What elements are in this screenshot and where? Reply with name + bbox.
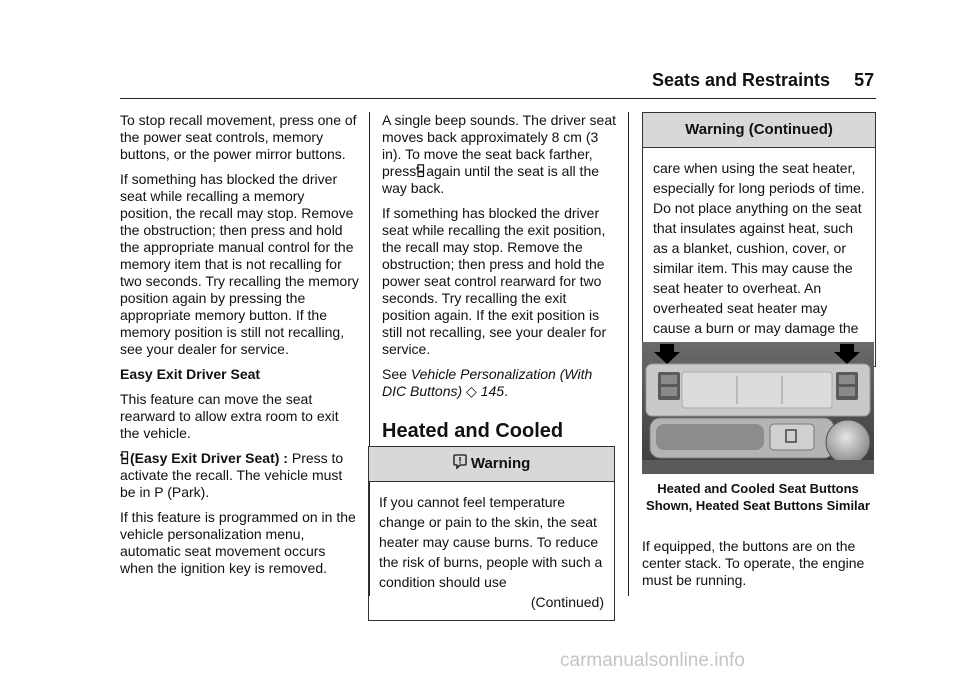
page-ref-number[interactable]: 145: [480, 383, 505, 399]
blocked-seat-paragraph: If something has blocked the driver seat while recalling a memory position, the recall may stop. Remove the obstruction; then press and hold the appropriate manual control for the memory item that is not recalling for two seconds. Try recalling the memory position again by pressing the appropriate memory button. If the memory position is still not recalling, see your dealer for service.: [120, 171, 359, 357]
buttons-location-paragraph: If equipped, the buttons are on the center stack. To operate, the engine must be running.: [642, 538, 865, 588]
warning-title: Warning: [470, 455, 531, 472]
warning-icon: [453, 454, 467, 470]
warning-continued: (Continued): [530, 594, 604, 610]
easy-exit-text: Press to activate the recall. The vehicle must be in P (Park).: [120, 450, 344, 500]
seat-buttons-photo: [642, 342, 874, 474]
column-divider-2: [628, 112, 629, 596]
warning-continued-header: Warning (Continued): [643, 113, 875, 148]
warning-text: If you cannot feel temperature change or pain to the skin, the seat heater may cause burns. To reduce the risk of burns, people with such a condition should use: [379, 494, 603, 590]
beep-paragraph: [382, 112, 618, 197]
header-rule: [120, 98, 876, 99]
seat-exit-icon: [120, 451, 129, 465]
column-1: [120, 112, 360, 585]
personalization-paragraph: If this feature is programmed on in the vehicle personalization menu, automatic seat movement occurs when the ignition key is removed.: [120, 509, 356, 576]
easy-exit-heading: Easy Exit Driver Seat: [120, 366, 261, 382]
easy-exit-feature: [120, 450, 360, 501]
column-2: [382, 112, 618, 486]
beep-text-end: again until the seat is all the way back.: [382, 163, 600, 196]
heated-seats-heading: Heated and Cooled: [382, 420, 564, 442]
warning-header: [369, 447, 614, 482]
page-header: [652, 70, 874, 91]
warning-continued-body: care when using the seat heater, especially for long periods of time. Do not place anything on the seat that insulates against heat, such as a blanket, cushion, cover, or similar item. This may cause the seat heater to overheat. An overheated seat heater may cause a burn or may damage the: [653, 160, 865, 336]
easy-exit-intro: This feature can move the seat rearward to allow extra room to exit the vehicle.: [120, 391, 339, 441]
beep-text: A single beep sounds. The driver seat moves back approximately 8 cm (3 in). To move the seat back farther, press: [382, 112, 617, 179]
photo-caption: Heated and Cooled Seat Buttons Shown, Heated Seat Buttons Similar: [646, 481, 870, 513]
warning-continued-box: [642, 112, 876, 367]
recall-stop-paragraph: To stop recall movement, press one of the power seat controls, memory buttons, or the power mirror buttons.: [120, 112, 357, 162]
watermark: carmanualsonline.info: [560, 650, 745, 671]
see-prefix: See: [382, 366, 411, 382]
easy-exit-label: (Easy Exit Driver Seat) :: [130, 450, 288, 466]
page-number: 57: [854, 70, 875, 90]
page-ref-icon: ◇: [466, 383, 477, 399]
personalization-link[interactable]: Vehicle Personalization (With DIC Buttons): [382, 366, 593, 399]
warning-body: [369, 482, 614, 620]
exit-blocked-paragraph: If something has blocked the driver seat while recalling the exit position, the recall may stop. Remove the obstruction; then press and hold the power seat control rearward for two seconds. Try recalling the exit position again. If the exit position is still not recalling, see your dealer for service.: [382, 205, 607, 357]
seat-exit-icon: [416, 164, 425, 178]
section-title: Seats and Restraints: [652, 70, 831, 90]
see-reference: See Vehicle Personalization (With DIC Buttons) ◇ 145.: [382, 366, 593, 399]
warning-box: [368, 446, 615, 621]
